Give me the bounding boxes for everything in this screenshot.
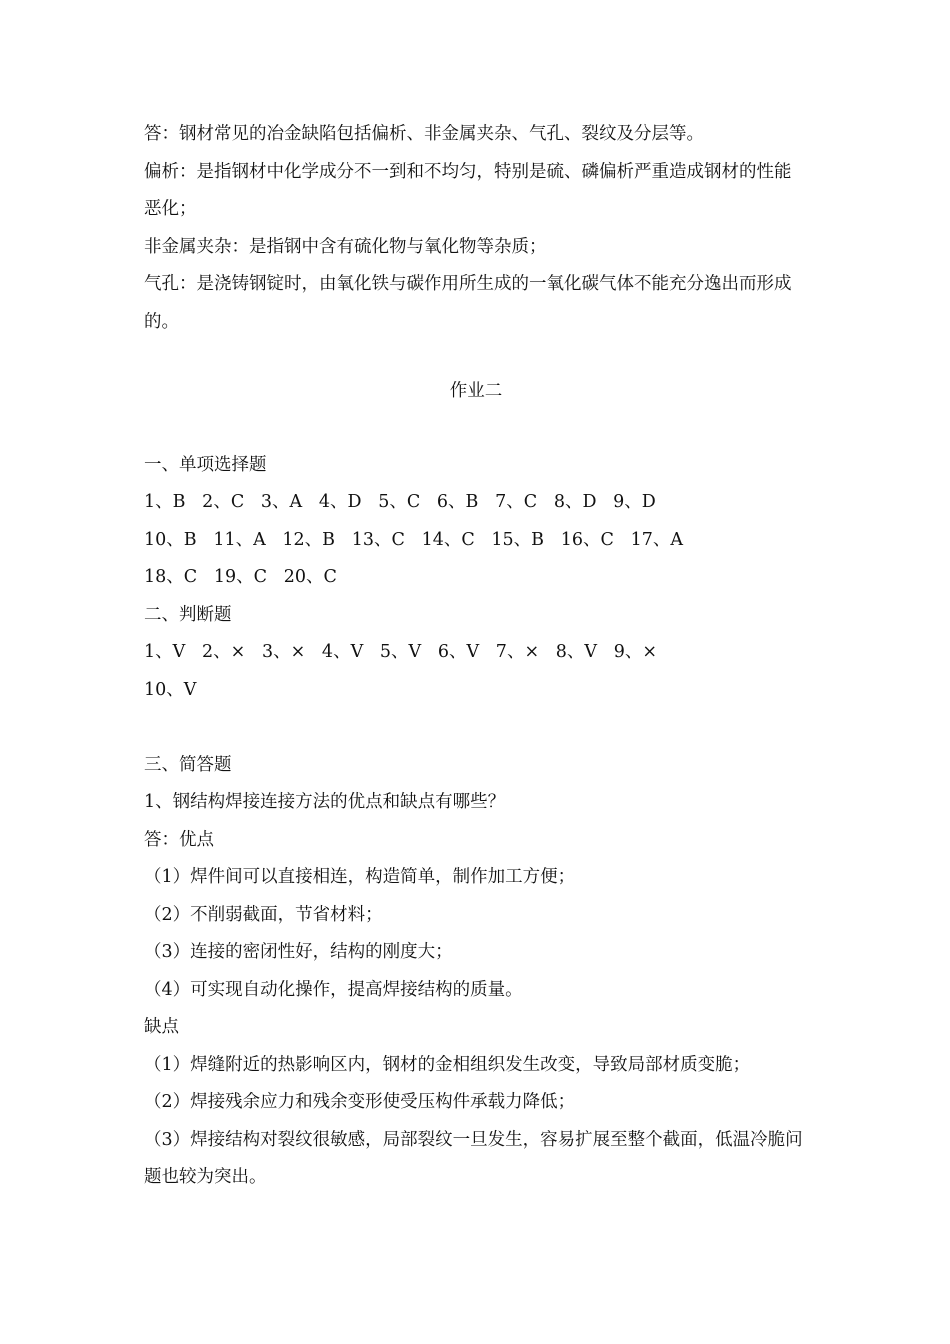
single-choice-heading: 一、单项选择题 [144, 454, 267, 475]
porosity-paragraph: 气孔：是浇铸钢锭时，由氧化铁与碳作用所生成的一氧化碳气体不能充分逸出而形成的。 [144, 274, 792, 332]
spacer [144, 709, 808, 747]
cons-item: （1）焊缝附近的热影响区内，钢材的金相组织发生改变，导致局部材质变脆； [144, 1054, 751, 1075]
segregation-paragraph: 偏析：是指钢材中化学成分不一到和不均匀，特别是硫、磷偏析严重造成钢材的性能恶化； [144, 161, 792, 219]
short-answer-heading: 三、简答题 [144, 754, 232, 775]
section-title: 作业二 [449, 381, 503, 401]
intro-answer: 答：钢材常见的冶金缺陷包括偏析、非金属夹杂、气孔、裂纹及分层等。 [144, 124, 704, 144]
single-choice-row: 18、C 19、C 20、C [144, 567, 337, 587]
pros-label: 答：优点 [144, 829, 214, 850]
spacer [144, 341, 808, 373]
single-choice-row: 1、B 2、C 3、A 4、D 5、C 6、B 7、C 8、D 9、D [144, 492, 656, 512]
pros-item: （1）焊件间可以直接相连，构造简单，制作加工方便； [144, 867, 576, 887]
true-false-row: 1、V 2、× 3、× 4、V 5、V 6、V 7、× 8、V 9、× [144, 642, 658, 662]
pros-item: （4）可实现自动化操作，提高焊接结构的质量。 [144, 979, 523, 1000]
inclusions-paragraph: 非金属夹杂：是指钢中含有硫化物与氧化物等杂质； [144, 236, 547, 257]
cons-label: 缺点 [144, 1017, 179, 1037]
spacer [144, 411, 808, 447]
document-body [144, 116, 808, 1197]
cons-item: （2）焊接残余应力和残余变形使受压构件承载力降低； [144, 1092, 576, 1112]
true-false-heading: 二、判断题 [144, 604, 232, 625]
pros-item: （2）不削弱截面，节省材料； [144, 904, 383, 925]
pros-item: （3）连接的密闭性好，结构的刚度大； [144, 942, 453, 962]
true-false-row: 10、V [144, 679, 197, 700]
short-answer-question: 1、钢结构焊接连接方法的优点和缺点有哪些？ [144, 792, 506, 812]
single-choice-row: 10、B 11、A 12、B 13、C 14、C 15、B 16、C 17、A [144, 529, 683, 550]
cons-item: （3）焊接结构对裂纹很敏感，局部裂纹一旦发生，容易扩展至整个截面，低温冷脆问题也较为突出。 [144, 1129, 803, 1187]
